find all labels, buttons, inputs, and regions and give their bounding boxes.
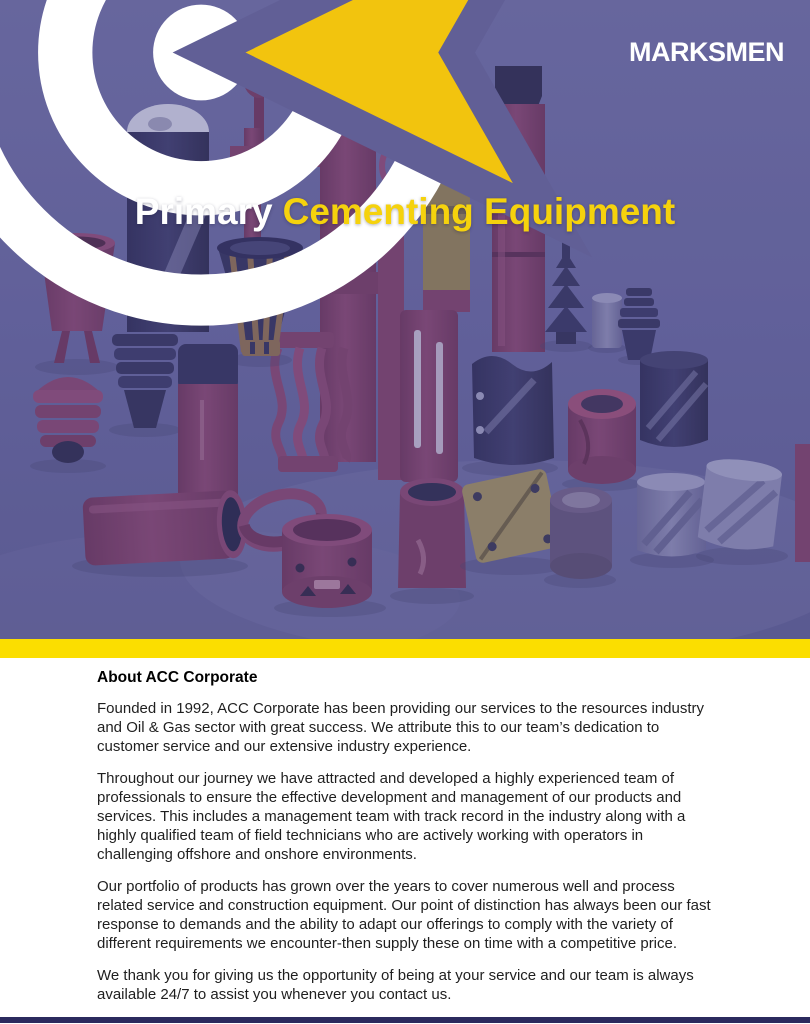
marksmen-logo (0, 31, 784, 73)
logo-text: MARKSMEN (629, 36, 784, 67)
yellow-divider-bar (0, 639, 810, 658)
about-paragraph: Our portfolio of products has grown over the years to cover numerous well and process related service and construction equipment. Our point of distinction has always been our fast response to demands and the ability to adapt our offerings to comply with the variety of different requirements we encounter-then supply these on time with a competitive price. (97, 878, 711, 952)
about-section (0, 658, 810, 1004)
title-word-primary: Primary (134, 191, 273, 232)
title-words-cementing-equipment: Cementing Equipment (282, 191, 676, 232)
about-paragraph: Founded in 1992, ACC Corporate has been providing our services to the resources industry and Oil & Gas sector with great success. We attribute this to our team’s dedication to customer service and our extensive industry experience. (97, 700, 705, 755)
about-paragraph: Throughout our journey we have attracted and developed a highly experienced team of professionals to ensure the effective development and management of our products and services. This includes a management team with track record in the industry along with a highly qualified team of field technicians who are actively working with operators in challenging offshore and onshore environments. (97, 770, 686, 863)
target-bullseye-arrow-icon (0, 0, 622, 372)
page-title (0, 191, 810, 233)
about-paragraph: We thank you for giving us the opportunity of being at your service and our team is always available 24/7 to assist you whenever you contact us. (97, 967, 694, 1003)
footer-accent-bar (0, 1017, 810, 1023)
about-heading: About ACC Corporate (97, 669, 258, 686)
